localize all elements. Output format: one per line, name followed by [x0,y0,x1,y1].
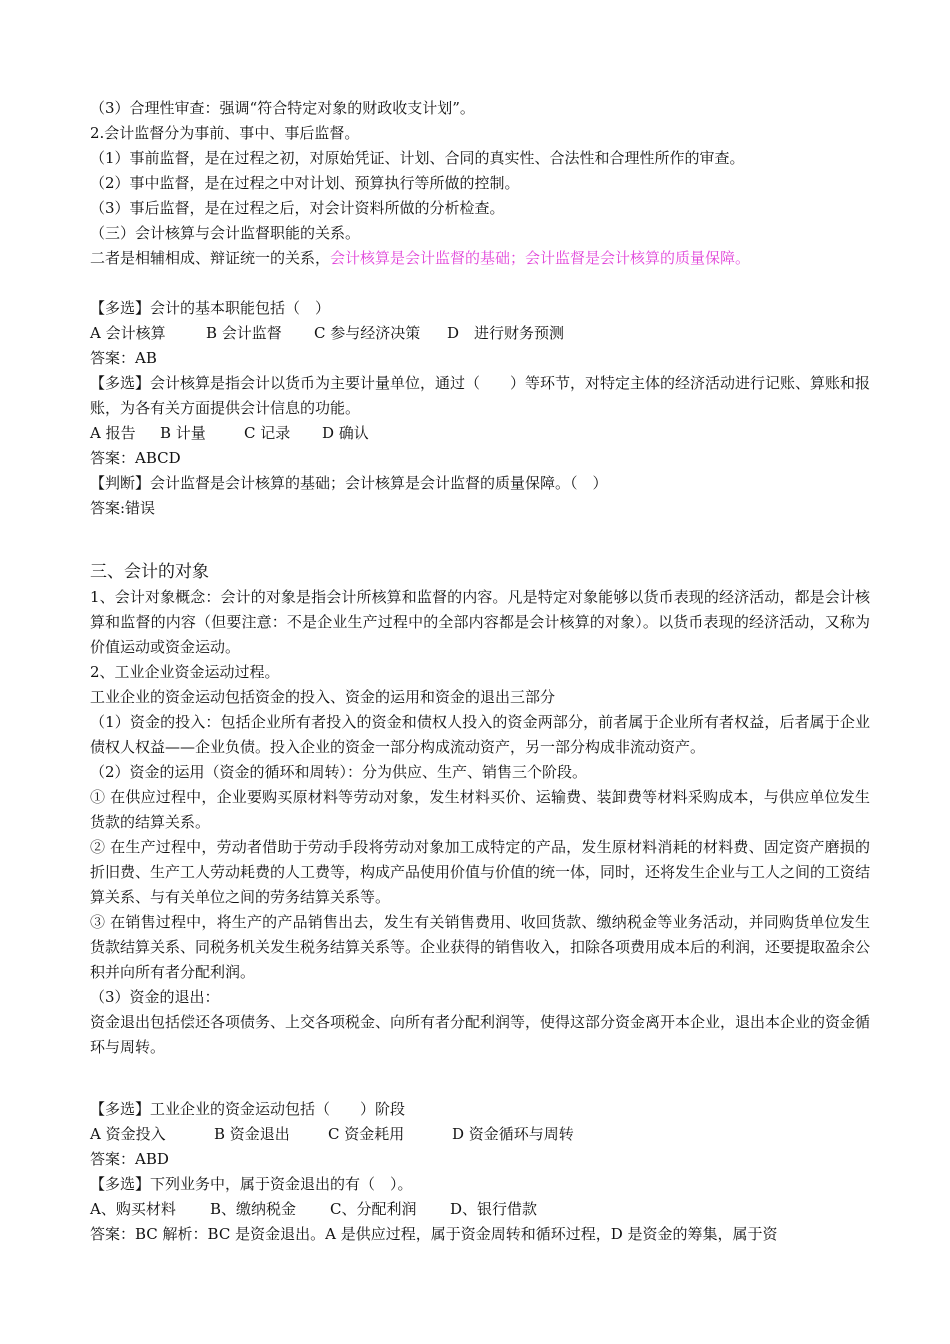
paragraph: （1）资金的投入：包括企业所有者投入的资金和债权人投入的资金两部分，前者属于企业所有者权益，后者属于企业债权人权益——企业负债。投入企业的资金一部分构成流动资产，另一部分构成非流动资产。 [90,713,870,756]
text-line: （三）会计核算与会计监督职能的关系。 [90,224,361,242]
question-2: 【多选】会计核算是指会计以货币为主要计量单位，通过（ ）等环节，对特定主体的经济活动进行记账、算账和报账，为各有关方面提供会计信息的功能。 [90,374,871,417]
paragraph: 资金退出包括偿还各项债务、上交各项税金、向所有者分配利润等，使得这部分资金离开本企业，退出本企业的资金循环与周转。 [90,1013,871,1056]
relation-line [90,246,870,271]
paragraph: 1、会计对象概念：会计的对象是指会计所核算和监督的内容。凡是特定对象能够以货币表现的经济活动，都是会计核算和监督的内容（但要注意：不是企业生产过程中的全部内容都是会计核算的对象）。以货币表现的经济活动，又称为价值运动或资金运动。 [90,588,870,656]
text-line: （2）事中监督，是在过程之中对计划、预算执行等所做的控制。 [90,174,520,192]
paragraph: ① 在供应过程中，企业要购买原材料等劳动对象，发生材料买价、运输费、装卸费等材料采购成本，与供应单位发生货款的结算关系。 [90,788,870,831]
option-d: D 确认 [322,424,369,442]
text-line: （3）合理性审查：强调“符合特定对象的财政收支计划”。 [90,99,475,117]
option-d: D 进行财务预测 [447,324,565,342]
option-c: C、分配利润 [330,1200,417,1218]
option-a: A 资金投入 [90,1125,166,1143]
answer-4: 答案：ABD [90,1150,169,1168]
option-b: B 资金退出 [214,1125,290,1143]
question-3: 【判断】会计监督是会计核算的基础；会计核算是会计监督的质量保障。（ ） [90,474,608,492]
option-d: D 资金循环与周转 [452,1125,574,1143]
paragraph: （2）资金的运用（资金的循环和周转）：分为供应、生产、销售三个阶段。 [90,763,588,781]
option-d: D、银行借款 [450,1200,538,1218]
option-b: B 计量 [160,424,206,442]
paragraph: ② 在生产过程中，劳动者借助于劳动手段将劳动对象加工成特定的产品，发生原材料消耗的材料费、固定资产磨损的折旧费、生产工人劳动耗费的人工费等，构成产品使用价值与价值的统一体，同时，还将发生企业与工人之间的工资结算关系、与有关单位之间的劳务结算关系等。 [90,838,871,906]
paragraph: ③ 在销售过程中，将生产的产品销售出去，发生有关销售费用、收回货款、缴纳税金等业务活动，并同购货单位发生货款结算关系、同税务机关发生税务结算关系等。企业获得的销售收入，扣除各项费用成本后的利润，还要提取盈余公积并向所有者分配利润。 [90,913,871,981]
paragraph: 2、工业企业资金运动过程。 [90,663,280,681]
option-a: A 会计核算 [90,324,166,342]
paragraph: 工业企业的资金运动包括资金的投入、资金的运用和资金的退出三部分 [90,688,556,706]
answer-1: 答案：AB [90,349,157,367]
option-a: A 报告 [90,424,136,442]
text-line: 2.会计监督分为事前、事中、事后监督。 [90,124,360,142]
question-5-options [90,1197,870,1222]
relation-text: 二者是相辅相成、辩证统一的关系， [90,249,331,267]
option-c: C 资金耗用 [328,1125,405,1143]
question-4: 【多选】工业企业的资金运动包括（ ）阶段 [90,1100,406,1118]
section-heading: 三、会计的对象 [90,562,209,582]
answer-5: 答案：BC 解析：BC 是资金退出。A 是供应过程，属于资金周转和循环过程，D 是资金的筹集，属于资 [90,1225,778,1243]
option-c: C 记录 [244,424,291,442]
question-4-options [90,1122,870,1147]
text-line: （3）事后监督，是在过程之后，对会计资料所做的分析检查。 [90,199,505,217]
question-1-options [90,321,870,346]
answer-2: 答案：ABCD [90,449,181,467]
question-1: 【多选】会计的基本职能包括（ ） [90,299,331,317]
answer-3: 答案:错误 [90,499,156,517]
question-5: 【多选】下列业务中，属于资金退出的有（ ）。 [90,1175,413,1193]
option-b: B 会计监督 [206,324,282,342]
text-line: （1）事前监督，是在过程之初，对原始凭证、计划、合同的真实性、合法性和合理性所作的审查。 [90,149,745,167]
document-page [90,96,870,1247]
highlighted-text: 会计核算是会计监督的基础；会计监督是会计核算的质量保障。 [330,249,751,267]
paragraph: （3）资金的退出： [90,988,220,1006]
option-b: B、缴纳税金 [210,1200,297,1218]
option-c: C 参与经济决策 [314,324,421,342]
question-2-options [90,421,870,446]
option-a: A、购买材料 [90,1200,176,1218]
